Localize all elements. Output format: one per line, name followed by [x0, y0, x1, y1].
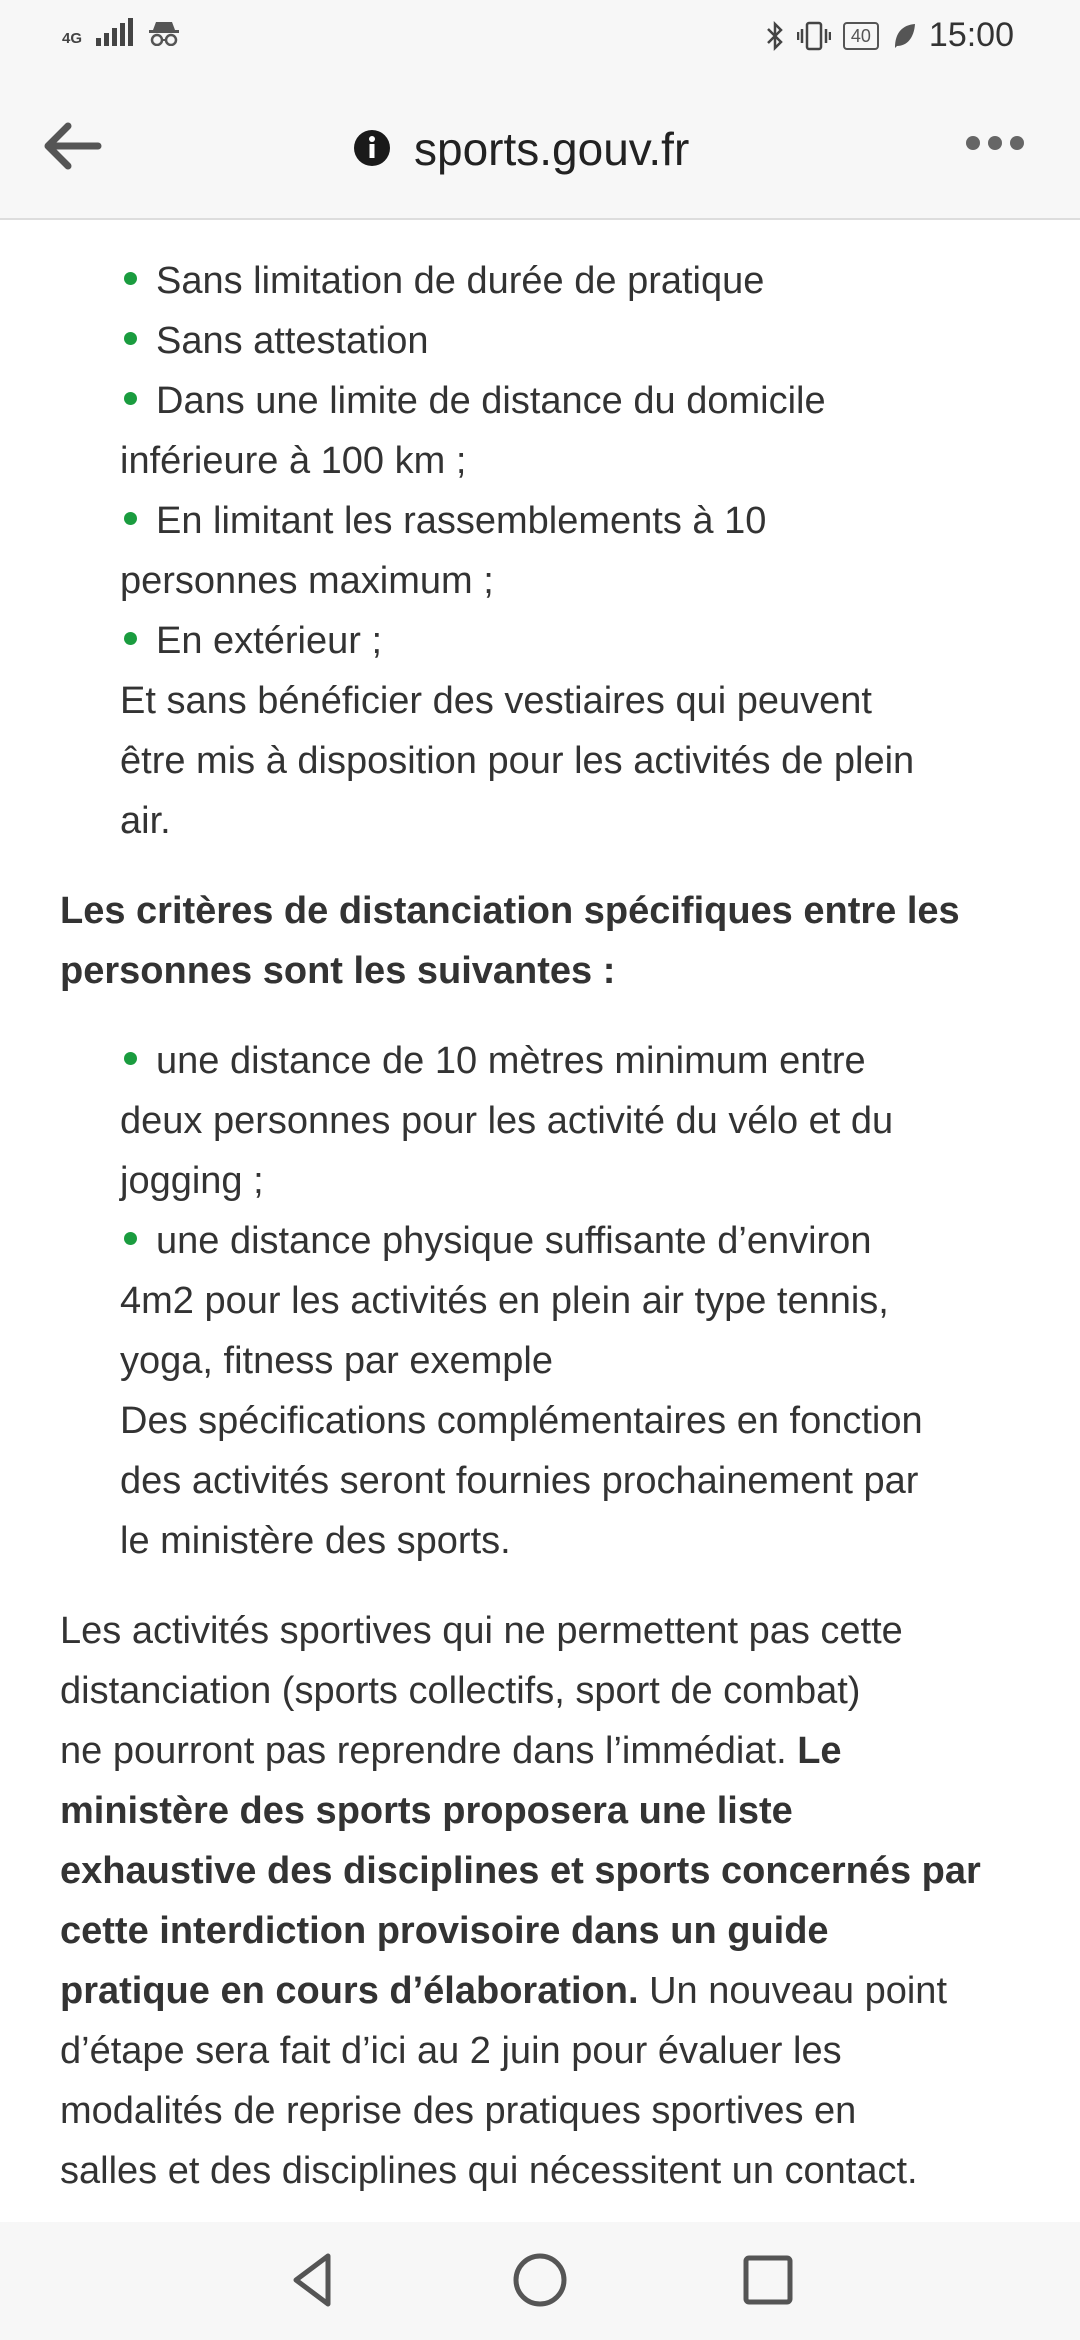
bullet-dot: [124, 512, 137, 525]
paragraph-bold-text: pratique en cours d’élaboration.: [60, 1970, 639, 2012]
bullet-dot: [124, 392, 137, 405]
bullet-dot: [124, 1052, 137, 1065]
network-type: 4G: [62, 30, 83, 47]
vibrate-icon: [797, 20, 831, 52]
section-heading: Les critères de distanciation spécifiques entre les: [60, 890, 960, 932]
back-arrow-icon[interactable]: [40, 118, 104, 174]
leaf-icon: [891, 22, 917, 50]
status-right: [765, 16, 1014, 55]
paragraph-line: modalités de reprise des pratiques sportives en: [60, 2090, 857, 2132]
bluetooth-icon: [765, 20, 785, 52]
navigation-bar: [0, 2222, 1080, 2340]
list-item: une distance physique suffisante d’environ: [156, 1220, 872, 1262]
list-item: Sans attestation: [156, 320, 429, 362]
url-text[interactable]: sports.gouv.fr: [414, 123, 690, 175]
paragraph-line: d’étape sera fait d’ici au 2 juin pour évaluer les: [60, 2030, 842, 2072]
bullet-dot: [124, 632, 137, 645]
battery-icon: 40: [843, 22, 879, 50]
list-item-continuation: 4m2 pour les activités en plein air type tennis,: [120, 1280, 889, 1322]
paragraph-text: ne pourront pas reprendre dans l’immédiat.: [60, 1730, 798, 1772]
list-item-continuation: yoga, fitness par exemple: [120, 1340, 554, 1382]
nav-recents-icon[interactable]: [736, 2248, 800, 2312]
list-item: une distance de 10 mètres minimum entre: [156, 1040, 866, 1082]
list-item: En limitant les rassemblements à 10: [156, 500, 767, 542]
section-heading: personnes sont les suivantes :: [60, 950, 616, 992]
paragraph-bold-line: cette interdiction provisoire dans un guide: [60, 1910, 829, 1952]
paragraph-bold-text: Le: [797, 1730, 842, 1772]
list-item-continuation: jogging ;: [120, 1160, 264, 1202]
paragraph-line: air.: [120, 800, 171, 842]
paragraph-line: être mis à disposition pour les activités de plein: [120, 740, 915, 782]
nav-back-icon[interactable]: [282, 2248, 346, 2312]
bullet-dot: [124, 272, 137, 285]
paragraph-bold-line: ministère des sports proposera une liste: [60, 1790, 793, 1832]
status-left: [62, 18, 181, 46]
paragraph-line: distanciation (sports collectifs, sport de combat): [60, 1670, 861, 1712]
list-item-continuation: personnes maximum ;: [120, 560, 494, 602]
list-item-continuation: deux personnes pour les activité du vélo et du: [120, 1100, 894, 1142]
paragraph-text: Un nouveau point: [638, 1970, 947, 2012]
paragraph-line: [60, 1961, 947, 2021]
paragraph-line: salles et des disciplines qui nécessitent un contact.: [60, 2150, 918, 2192]
status-time: 15:00: [928, 16, 1014, 54]
paragraph-line: Les activités sportives qui ne permettent pas cette: [60, 1610, 903, 1652]
bullet-dot: [124, 1232, 137, 1245]
status-bar: [0, 0, 1080, 74]
paragraph-bold-line: exhaustive des disciplines et sports concernés par: [60, 1850, 981, 1892]
address-bar: [0, 74, 1080, 220]
paragraph-line: des activités seront fournies prochainement par: [120, 1460, 919, 1502]
list-item: Dans une limite de distance du domicile: [156, 380, 826, 422]
signal-icon: [96, 18, 133, 46]
more-options-icon[interactable]: [966, 136, 1038, 160]
incognito-icon: [147, 20, 181, 46]
list-item: Sans limitation de durée de pratique: [156, 260, 765, 302]
nav-home-icon[interactable]: [508, 2248, 572, 2312]
paragraph-line: le ministère des sports.: [120, 1520, 511, 1562]
list-item-continuation: inférieure à 100 km ;: [120, 440, 467, 482]
bullet-dot: [124, 332, 137, 345]
paragraph-line: Des spécifications complémentaires en fonction: [120, 1400, 923, 1442]
paragraph-line: [60, 1721, 842, 1781]
paragraph-line: Et sans bénéficier des vestiaires qui peuvent: [120, 680, 872, 722]
list-item: En extérieur ;: [156, 620, 382, 662]
info-icon[interactable]: [352, 128, 392, 168]
